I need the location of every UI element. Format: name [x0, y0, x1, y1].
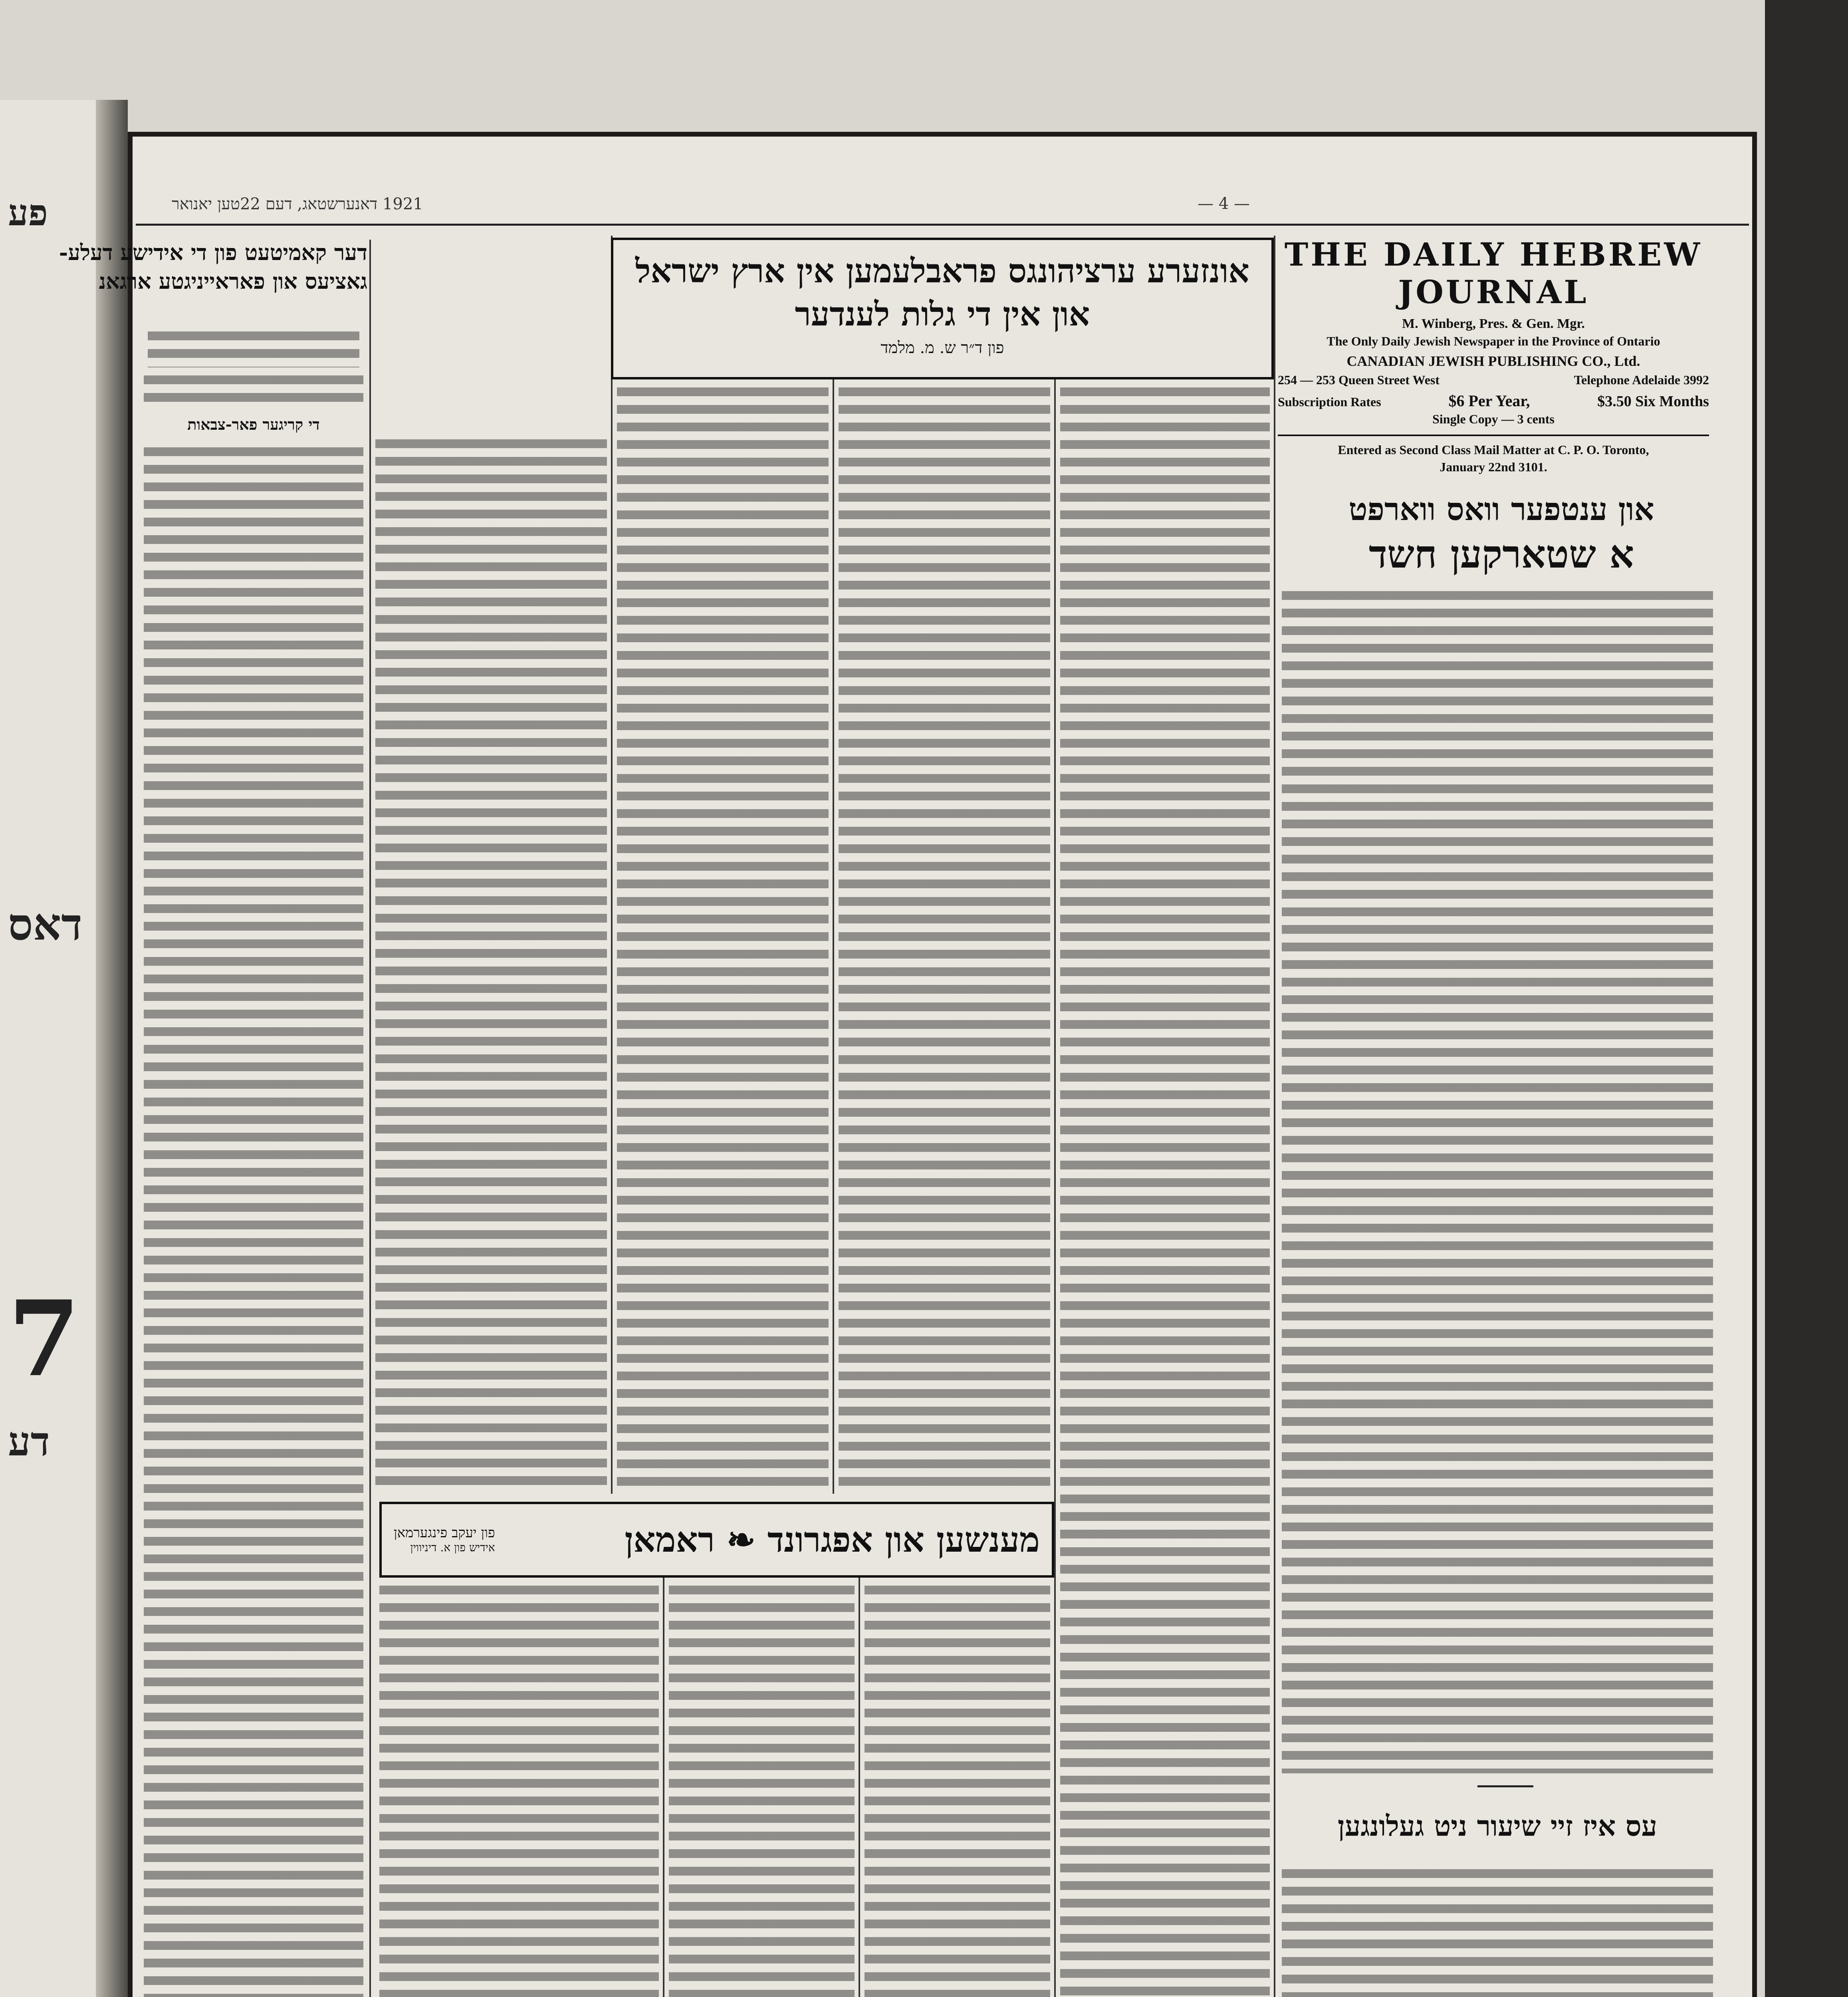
left-article-headline — [59, 240, 367, 294]
serial-headline-box — [379, 1502, 1054, 1578]
issue-date-yiddish: 1921 דאנערשטאג, דעם 22טען יאנואר — [172, 195, 423, 213]
center-column-text — [617, 387, 829, 1490]
column-2-text — [375, 439, 607, 1486]
mail-entry-notice: Entered as Second Class Mail Matter at C. P. O. Toronto, — [1338, 443, 1649, 457]
masthead-title: THE DAILY HEBREW JOURNAL — [1284, 236, 1703, 311]
serial-column-text — [865, 1586, 1050, 1997]
center-column-text — [839, 387, 1050, 1490]
page-number: — 4 — — [1198, 195, 1250, 213]
left-column-text — [144, 375, 363, 407]
serial-byline: פון יעקב פינגערמאן — [394, 1525, 495, 1541]
left-column-text — [144, 447, 363, 1997]
center-headline-line-1: אונזערע ערציהונגס פראבלעמען אין ארץ ישראל — [635, 252, 1249, 290]
left-headline-line-1: דער קאמיטעט פון די אידישע דעלע- — [59, 240, 367, 265]
second-editorial-headline: עס איז זיי שיעור ניט געלונגען — [1337, 1809, 1658, 1842]
center-byline: פון ד״ר ש. מ. מלמד — [880, 339, 1004, 357]
editorial-headline — [1282, 491, 1721, 577]
center-column-text — [1060, 387, 1270, 1997]
masthead — [1278, 236, 1709, 491]
masthead-telephone: Telephone Adelaide 3992 — [1574, 373, 1709, 387]
strip-word: דאס — [8, 899, 83, 950]
single-copy-price: Single Copy — 3 cents — [1432, 412, 1555, 426]
price-six-months: $3.50 Six Months — [1597, 393, 1709, 410]
masthead-address: 254 — 253 Queen Street West — [1278, 373, 1440, 387]
masthead-date: January 22nd 3101. — [1440, 460, 1547, 474]
editorial-text — [1282, 591, 1713, 1773]
serial-column-text — [379, 1586, 659, 1997]
price-per-year: $6 Per Year, — [1448, 392, 1530, 410]
date-line — [172, 192, 1250, 216]
serial-headline: מענשען און אפגרונד ❧ ראמאן — [625, 1519, 1040, 1560]
column-rule — [1274, 236, 1275, 1997]
left-article-subhead: די קריגער פאר-צבאות — [187, 415, 320, 433]
header-rule — [136, 224, 1749, 226]
center-headline-line-2: און אין די גלות לענדער — [795, 295, 1090, 333]
editorial-headline-line-2: א שטארקען חשד — [1368, 532, 1634, 577]
column-rule — [1054, 379, 1056, 1997]
subscription-label: Subscription Rates — [1278, 395, 1381, 409]
scan-border-right — [1765, 0, 1848, 1997]
serial-column-text — [669, 1586, 855, 1997]
editorial-headline-line-1: און ענטפער וואס ווארפט — [1348, 491, 1654, 528]
second-editorial-text — [1282, 1869, 1713, 1997]
column-rule — [663, 1578, 664, 1997]
masthead-company: CANADIAN JEWISH PUBLISHING CO., Ltd. — [1346, 353, 1640, 369]
center-headline-box — [611, 238, 1274, 379]
section-rule — [1477, 1785, 1533, 1787]
column-rule — [611, 236, 613, 1494]
serial-translator: אידיש פון א. דיניווין — [410, 1541, 495, 1554]
strip-word: דע — [8, 1418, 50, 1465]
strip-word: פע — [8, 192, 48, 234]
column-rule — [833, 379, 834, 1494]
masthead-publisher: M. Winberg, Pres. & Gen. Mgr. — [1402, 316, 1585, 331]
column-rule — [369, 240, 371, 1997]
masthead-tagline: The Only Daily Jewish Newspaper in the Province of Ontario — [1327, 334, 1660, 348]
left-headline-line-2: גאציעס און פאראייניגטע ארגאנ — [99, 268, 367, 294]
left-article-intro — [148, 332, 359, 367]
strip-digit: 7 — [8, 1278, 80, 1400]
column-rule — [859, 1578, 860, 1997]
page-gutter — [96, 100, 128, 1997]
